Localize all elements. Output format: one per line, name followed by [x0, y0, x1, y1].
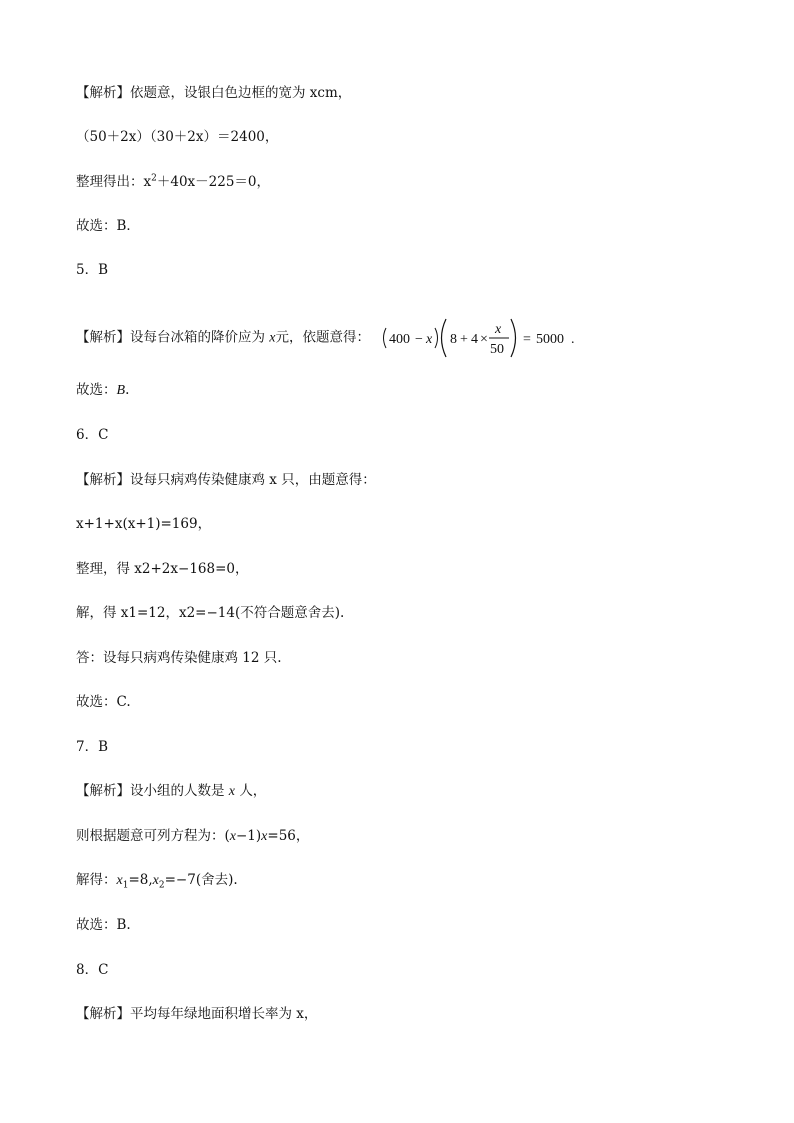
line-solve-7 [76, 870, 238, 891]
text: 故选：C. [76, 694, 131, 710]
variable: x [152, 873, 159, 888]
variable: x [261, 829, 268, 844]
line-solve-6 [76, 603, 344, 623]
line-equation-6 [76, 514, 211, 534]
f-denominator: 50 [490, 342, 505, 357]
text: 故选：B. [76, 917, 131, 933]
subscript: 2 [158, 880, 165, 891]
text: =56， [267, 828, 310, 844]
text: 【解析】设每台冰箱的降价应为 [76, 329, 265, 346]
line-answer-7 [76, 737, 108, 757]
line-equation-7 [76, 826, 309, 847]
variable: x [269, 330, 276, 346]
line-analysis-group [76, 781, 266, 802]
text: x+1+x(x+1)=169， [76, 516, 212, 532]
f-plus: + [460, 332, 469, 347]
text: =−7(舍去). [164, 872, 238, 888]
f-minus: − [415, 332, 424, 347]
text: 解得： [76, 872, 117, 888]
line-choice-5 [76, 380, 129, 401]
variable: x [229, 829, 236, 844]
text: 故选：B． [76, 218, 140, 234]
text: 整理得出：x [76, 174, 152, 190]
left-paren [384, 328, 387, 348]
text: −1) [236, 828, 262, 844]
text: 【解析】平均每年绿地面积增长率为 x， [76, 1006, 318, 1022]
text: 8．C [76, 962, 109, 978]
line-analysis-frame-width [76, 83, 351, 103]
text: 7．B [76, 739, 109, 755]
text: 解，得 x1=12，x2=−14(不符合题意舍去). [76, 605, 345, 621]
line-choice-6 [76, 692, 131, 712]
f-5000: 5000 [536, 332, 565, 347]
text: 人， [239, 783, 267, 799]
text: 则根据题意可列方程为：( [76, 828, 230, 844]
f-x: x [426, 332, 433, 347]
subscript: 1 [122, 880, 129, 891]
superscript: 2 [151, 173, 157, 184]
text: 5．B [76, 262, 109, 278]
variable: x [228, 784, 236, 799]
text: 整理，得 x2+2x−168=0， [76, 561, 249, 577]
line-choice-1 [76, 216, 140, 236]
fraction-equation [380, 315, 580, 361]
text: =8, [128, 872, 153, 888]
variable: x [116, 873, 123, 888]
line-choice-7 [76, 915, 131, 935]
line-analysis-green [76, 1004, 317, 1024]
text: 【解析】设小组的人数是 [76, 783, 225, 799]
line-equation-1 [76, 127, 278, 147]
line-analysis-fridge [76, 315, 580, 361]
text: 【解析】设每只病鸡传染健康鸡 x 只，由题意得： [76, 472, 376, 488]
f-400: 400 [389, 332, 411, 347]
big-left-paren [442, 319, 447, 357]
text: 【解析】依题意，设银白色边框的宽为 xcm， [76, 85, 352, 101]
text: . [125, 382, 130, 398]
text: B [116, 383, 126, 398]
f-numerator: x [495, 322, 502, 337]
f-times: × [480, 332, 489, 347]
text: 答：设每只病鸡传染健康鸡 12 只. [76, 650, 282, 666]
text: ＋40x－225＝0， [156, 174, 271, 190]
line-simplify-1 [76, 172, 270, 192]
line-simplify-6 [76, 559, 249, 579]
big-right-paren [511, 319, 516, 357]
f-8: 8 [450, 332, 458, 347]
text: 故选： [76, 382, 117, 398]
right-paren [435, 328, 438, 348]
f-equals: = [523, 332, 532, 347]
line-answer-6 [76, 425, 108, 445]
line-analysis-chicken [76, 470, 376, 490]
text: 元，依题意得： [275, 329, 371, 346]
text: 6．C [76, 427, 109, 443]
line-conclusion-6 [76, 648, 282, 668]
line-answer-8 [76, 960, 108, 980]
text: （50＋2x）（30＋2x）＝2400， [76, 129, 279, 145]
line-answer-5 [76, 260, 108, 280]
f-dot: . [571, 332, 575, 347]
f-4: 4 [471, 332, 479, 347]
